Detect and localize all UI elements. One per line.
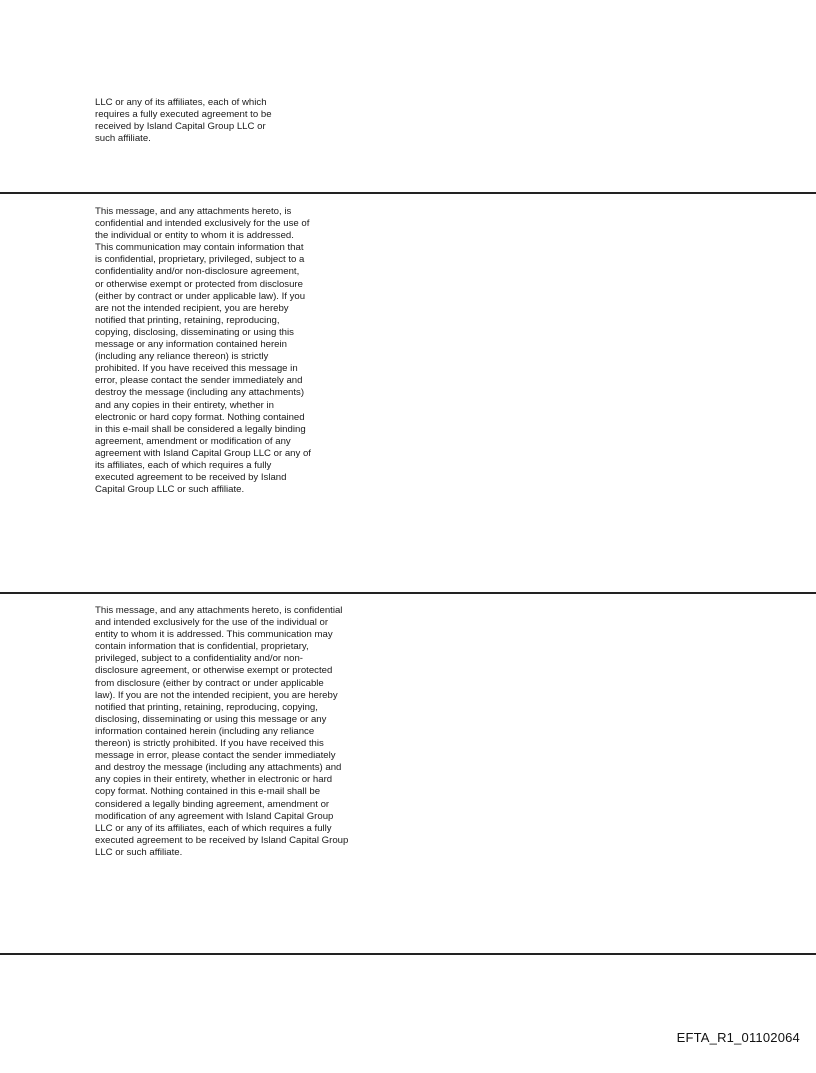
section-divider bbox=[0, 192, 816, 194]
disclaimer-paragraph-continued: LLC or any of its affiliates, each of which requires a fully executed agreement to be received by Island Capital Group LLC or such affiliate. bbox=[95, 97, 272, 145]
section-divider bbox=[0, 592, 816, 594]
section-divider bbox=[0, 953, 816, 955]
document-id-footer: EFTA_R1_01102064 bbox=[676, 1030, 800, 1045]
disclaimer-paragraph: This message, and any attachments hereto, is confidential and intended exclusively for the use of the individual or entity to whom it is addressed. This communication may contain information that is confidential, proprietary, privileged, subject to a confidentiality and/or non-disclosure agreement, or otherwise exempt or protected from disclosure (either by contract or under applicable law). If you are not the intended recipient, you are hereby notified that printing, retaining, reproducing, copying, disclosing, disseminating or using this message or any information contained herein (including any reliance thereon) is strictly prohibited. If you have received this message in error, please contact the sender immediately and destroy the message (including any attachments) and any copies in their entirety, whether in electronic or hard copy format. Nothing contained in this e-mail shall be considered a legally binding agreement, amendment or modification of any agreement with Island Capital Group LLC or any of its affiliates, each of which requires a fully executed agreement to be received by Island Capital Group LLC or such affiliate. bbox=[95, 206, 311, 496]
disclaimer-paragraph: This message, and any attachments hereto, is confidential and intended exclusively for the use of the individual or entity to whom it is addressed. This communication may contain information that is confidential, proprietary, privileged, subject to a confidentiality and/or non- disclosure agreement, or otherwise exempt or protected from disclosure (either by contract or under applicable law). If you are not the intended recipient, you are hereby notified that printing, retaining, reproducing, copying, disclosing, disseminating or using this message or any information contained herein (including any reliance thereon) is strictly prohibited. If you have received this message in error, please contact the sender immediately and destroy the message (including any attachments) and any copies in their entirety, whether in electronic or hard copy format. Nothing contained in this e-mail shall be considered a legally binding agreement, amendment or modification of any agreement with Island Capital Group LLC or any of its affiliates, each of which requires a fully executed agreement to be received by Island Capital Group LLC or such affiliate. bbox=[95, 605, 349, 858]
